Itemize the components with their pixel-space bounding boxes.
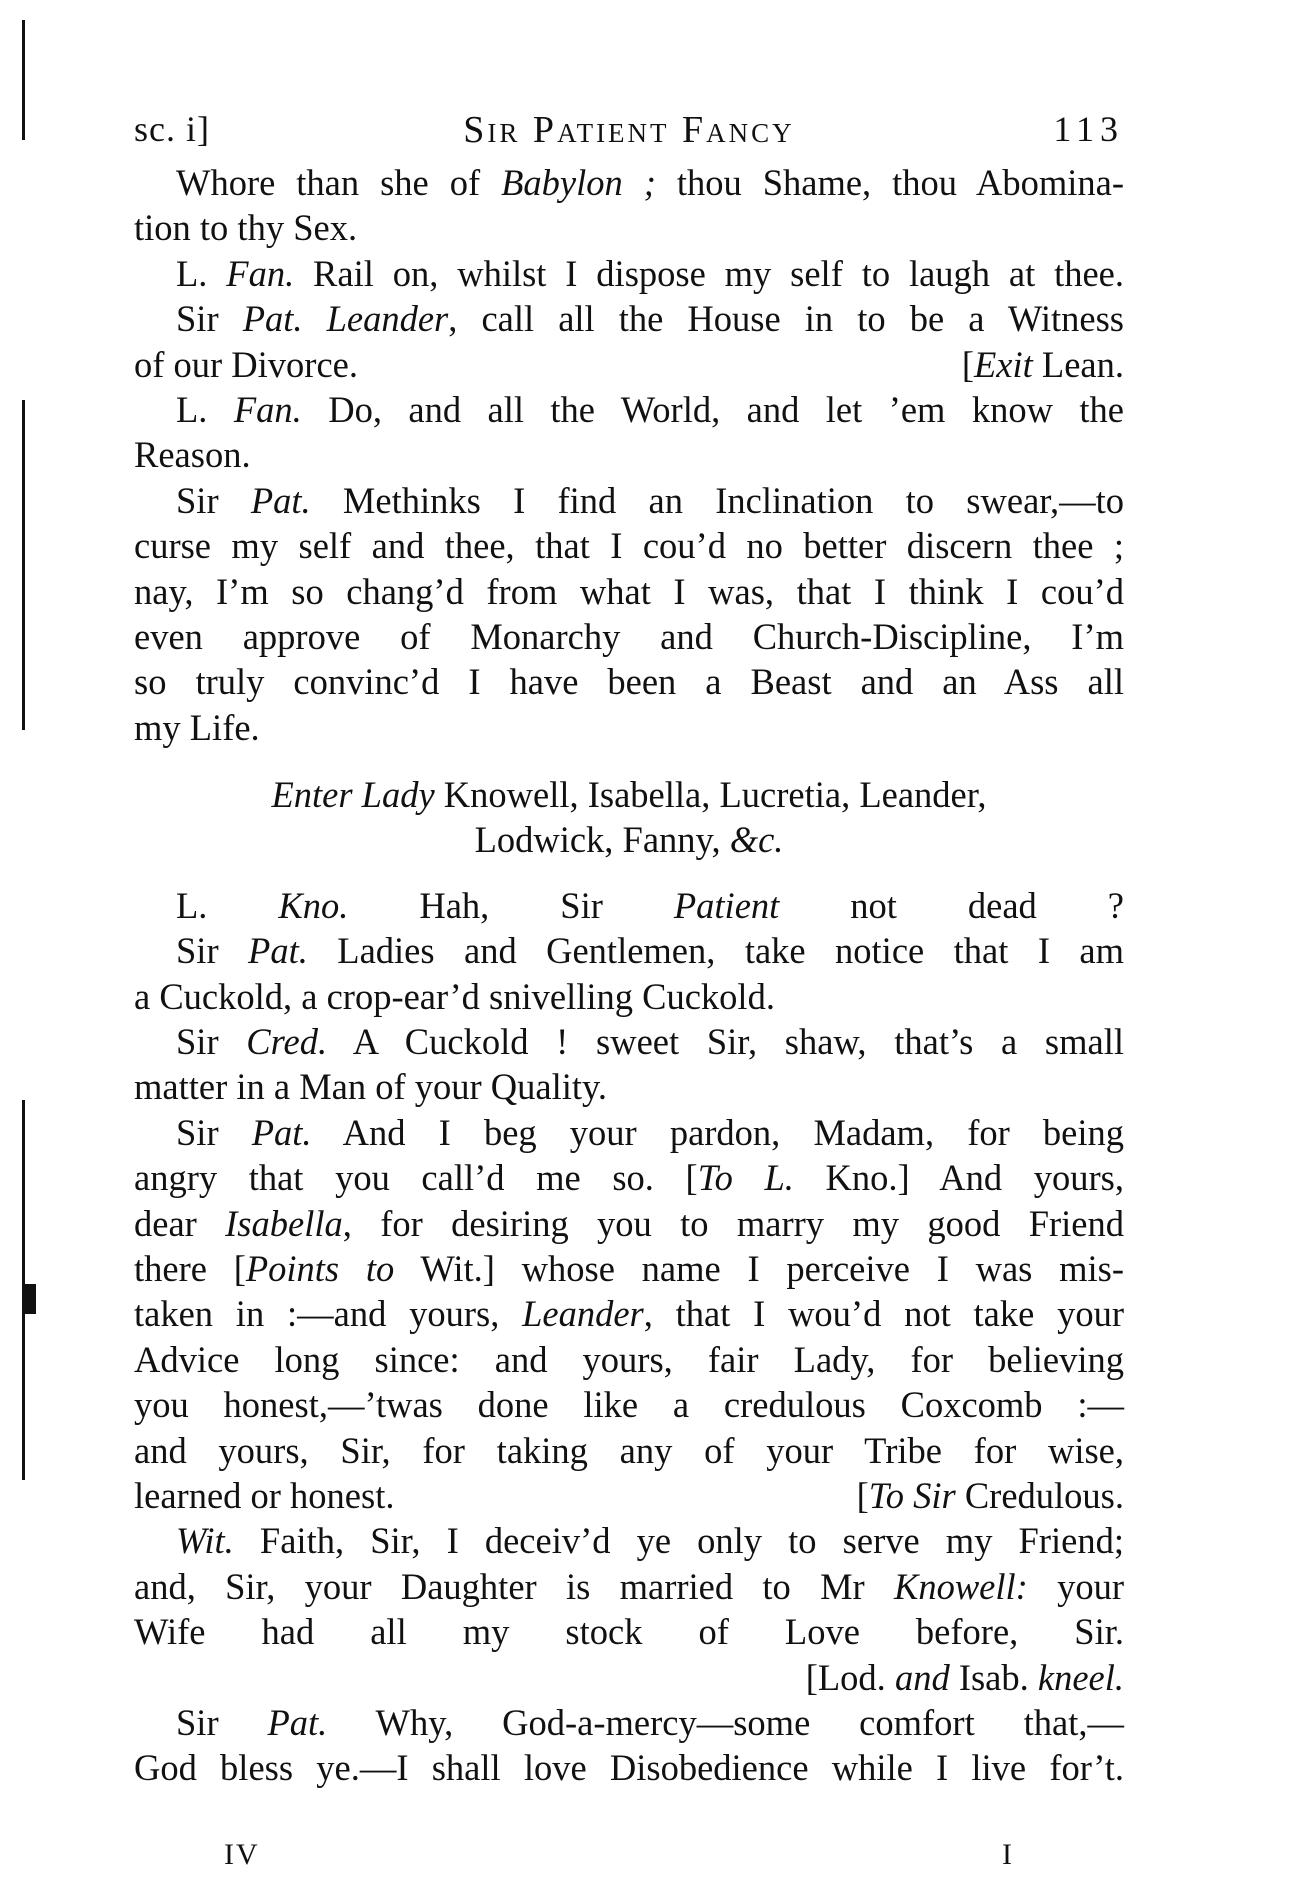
- text-line: [134, 974, 1124, 1019]
- text-segment: Ladies and Gentlemen, take notice that I am: [307, 930, 1124, 972]
- text-segment: even approve of Monarchy and Church-Discipline, I’m: [134, 615, 1124, 657]
- text-segment: Sir: [176, 1701, 268, 1743]
- italic-segment: Patient: [673, 884, 780, 926]
- text-segment: , call all the House in to be a Witness: [448, 298, 1124, 340]
- ink-mark: [24, 1284, 36, 1314]
- text-line: [134, 705, 1124, 750]
- text-line: [134, 1291, 1124, 1336]
- text-line: [134, 659, 1124, 704]
- text-segment: you honest,—’twas done like a credulous Coxcomb :—: [134, 1384, 1124, 1426]
- stage-direction-line: [134, 772, 1124, 817]
- text-segment: Sir: [176, 1111, 252, 1153]
- text-segment: L.: [176, 884, 279, 926]
- text-segment: taken in :—and yours,: [134, 1293, 523, 1335]
- text-segment: A Cuckold ! sweet Sir, shaw, that’s a small: [327, 1021, 1124, 1063]
- text-segment: thou Shame, thou Abomina-: [655, 162, 1124, 203]
- exit-cue: [962, 342, 1124, 387]
- text-segment: [Lod.: [805, 1656, 895, 1698]
- text-line: [134, 342, 1124, 387]
- text-segment: Rail on, whilst I dispose my self to laugh at thee.: [294, 252, 1124, 294]
- text-line: [134, 1155, 1124, 1200]
- stage-direction-line: [134, 817, 1124, 862]
- text-segment: L.: [176, 388, 234, 430]
- spacer: [134, 750, 1124, 772]
- text-segment: your: [1027, 1565, 1124, 1607]
- text-segment: of our Divorce.: [134, 343, 358, 385]
- text-line: [134, 523, 1124, 568]
- italic-segment: Cred.: [246, 1021, 328, 1063]
- text-line: [134, 205, 1124, 250]
- text-line: [134, 883, 1124, 928]
- text-line: [134, 1609, 1124, 1654]
- text-segment: Faith, Sir, I deceiv’d ye only to serve my Friend;: [233, 1520, 1124, 1562]
- gutter-shadow: [22, 400, 25, 730]
- text-segment: Sir: [176, 479, 251, 521]
- text-segment: Wife had all my stock of Love before, Sir.: [134, 1611, 1124, 1653]
- italic-segment: Exit: [974, 343, 1033, 385]
- dialogue-block: [134, 160, 1124, 750]
- text-line: [134, 1382, 1124, 1427]
- italic-segment: Kno.: [278, 884, 349, 926]
- text-segment: Methinks I find an Inclination to swear,—to: [310, 479, 1124, 521]
- italic-segment: Pat.: [267, 1701, 328, 1743]
- italic-segment: Fan.: [233, 388, 302, 430]
- text-segment: Do, and all the World, and let ’em know the: [301, 388, 1124, 430]
- text-line: [134, 928, 1124, 973]
- italic-segment: Isabella: [225, 1202, 343, 1244]
- text-segment: Kno.] And yours,: [793, 1157, 1124, 1199]
- text-line: [134, 1518, 1124, 1563]
- text-segment: Hah, Sir: [348, 884, 674, 926]
- italic-segment: Pat.: [251, 1111, 312, 1153]
- italic-segment: Enter Lady: [271, 774, 435, 816]
- running-header: [134, 108, 1124, 168]
- text-segment: there [: [134, 1247, 246, 1289]
- text-line: [134, 296, 1124, 341]
- page-title: Sir Patient Fancy: [463, 109, 795, 151]
- italic-segment: &c.: [729, 819, 784, 861]
- gathering-mark: I: [1002, 1838, 1014, 1871]
- text-segment: Why, God-a-mercy—some comfort that,—: [327, 1701, 1124, 1743]
- text-segment: Wit.] whose name I perceive I was mis-: [394, 1247, 1124, 1289]
- exit-cue: [857, 1473, 1124, 1518]
- text-segment: Credulous.: [955, 1474, 1124, 1516]
- text-segment: , that I wou’d not take your: [643, 1293, 1124, 1335]
- italic-segment: Fan.: [226, 252, 295, 294]
- text-segment: Lean.: [1032, 343, 1124, 385]
- text-segment: [: [856, 1474, 869, 1516]
- text-segment: Sir: [176, 298, 243, 340]
- text-segment: and, Sir, your Daughter is married to Mr: [134, 1565, 894, 1607]
- text-segment: not dead ?: [779, 884, 1124, 926]
- text-line: [134, 251, 1124, 296]
- italic-segment: Pat.: [248, 930, 308, 972]
- text-segment: my Life.: [134, 706, 260, 748]
- text-line: [134, 1564, 1124, 1609]
- text-line: [134, 614, 1124, 659]
- italic-segment: Pat. Leander: [242, 298, 449, 340]
- stage-direction: [134, 772, 1124, 863]
- signature-mark: IV: [224, 1838, 260, 1871]
- text-segment: And I beg your pardon, Madam, for being: [311, 1111, 1124, 1153]
- text-segment: so truly convinc’d I have been a Beast and an Ass all: [134, 661, 1124, 703]
- text-line: [134, 1337, 1124, 1382]
- text-segment: Whore than she of: [176, 162, 502, 203]
- text-line: [134, 387, 1124, 432]
- italic-segment: kneel.: [1037, 1656, 1124, 1698]
- text-segment: , for desiring you to marry my good Friend: [342, 1202, 1124, 1244]
- text-segment: Sir: [176, 1021, 247, 1063]
- italic-segment: and: [894, 1656, 950, 1698]
- italic-segment: Wit.: [176, 1520, 234, 1562]
- line-left: [134, 342, 358, 387]
- text-segment: [: [961, 343, 975, 385]
- italic-segment: Pat.: [250, 479, 311, 521]
- text-line: [134, 432, 1124, 477]
- dialogue-block: [134, 883, 1124, 1791]
- scene-marker: sc. i]: [134, 109, 210, 149]
- text-segment: dear: [134, 1202, 226, 1244]
- text-segment: God bless ye.—I shall love Disobedience while I live for’t.: [134, 1747, 1124, 1789]
- text-segment: L.: [176, 252, 227, 294]
- text-line: [134, 160, 1124, 205]
- italic-segment: Babylon ;: [501, 162, 656, 203]
- text-line: [134, 1700, 1124, 1745]
- text-segment: tion to thy Sex.: [134, 207, 358, 249]
- spacer: [134, 863, 1124, 883]
- text-segment: Reason.: [134, 434, 251, 476]
- body-text: [134, 160, 1124, 1791]
- text-line: [134, 1110, 1124, 1155]
- text-segment: a Cuckold, a crop-ear’d snivelling Cuckold.: [134, 975, 775, 1017]
- text-segment: Advice long since: and yours, fair Lady, for believing: [134, 1338, 1124, 1380]
- text-segment: Sir: [176, 930, 249, 972]
- line-left: [134, 1473, 394, 1518]
- italic-segment: Knowell:: [893, 1565, 1028, 1607]
- text-line: [134, 1246, 1124, 1291]
- text-segment: Knowell, Isabella, Lucretia, Leander,: [434, 774, 987, 816]
- text-line: [134, 478, 1124, 523]
- text-segment: and yours, Sir, for taking any of your Tribe for wise,: [134, 1429, 1124, 1471]
- text-segment: learned or honest.: [134, 1474, 395, 1516]
- text-segment: Lodwick, Fanny,: [474, 819, 730, 861]
- italic-segment: Points to: [245, 1247, 395, 1289]
- text-line: [134, 1473, 1124, 1518]
- page-number: 113: [1053, 109, 1124, 149]
- italic-segment: To Sir: [868, 1474, 956, 1516]
- text-line: [134, 1655, 1124, 1700]
- text-segment: matter in a Man of your Quality.: [134, 1066, 608, 1108]
- text-line: [134, 569, 1124, 614]
- text-segment: nay, I’m so chang’d from what I was, that I think I cou’d: [134, 570, 1124, 612]
- text-line: [134, 1428, 1124, 1473]
- text-line: [134, 1019, 1124, 1064]
- gutter-shadow: [22, 20, 25, 140]
- italic-segment: Leander: [522, 1293, 644, 1335]
- text-segment: angry that you call’d me so. [: [134, 1157, 698, 1199]
- text-segment: Isab.: [949, 1656, 1038, 1698]
- text-line: [134, 1201, 1124, 1246]
- italic-segment: To L.: [697, 1157, 794, 1199]
- text-line: [134, 1745, 1124, 1790]
- text-line: [134, 1064, 1124, 1109]
- text-segment: curse my self and thee, that I cou’d no better discern thee ;: [134, 525, 1124, 567]
